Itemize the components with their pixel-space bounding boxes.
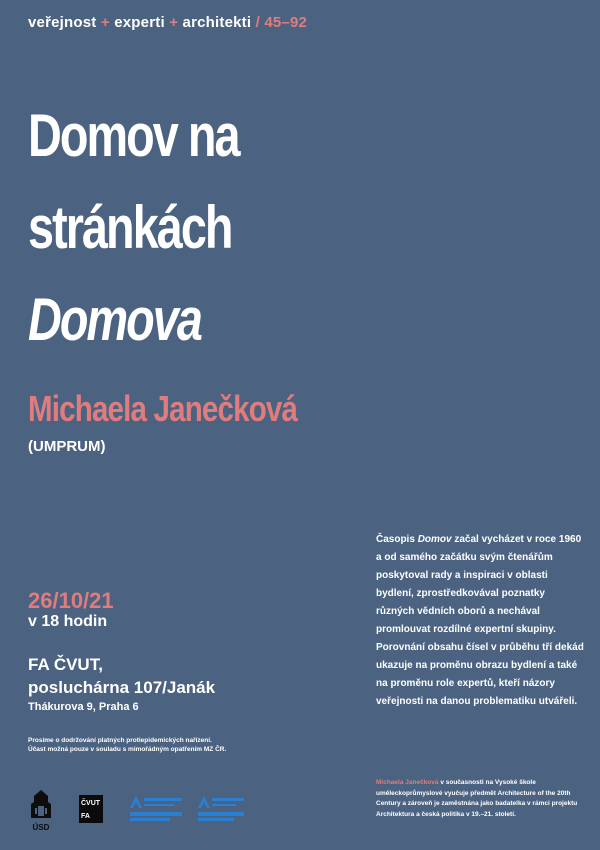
description-lead: Časopis xyxy=(376,534,415,545)
series-part-public: veřejnost xyxy=(28,14,97,31)
covid-notice xyxy=(28,736,308,754)
cvut-logo-line-2: FA xyxy=(81,813,90,820)
bio-text: v současnosti na Vysoké škole uměleckoprůmyslové vyučuje předmět Architecture of the 20th Century a zároveň je zaměstnána jako badatelka v rámci projektu Architektura a česká politika v 19.–21. století. xyxy=(376,779,578,818)
series-years: 45–92 xyxy=(264,14,308,31)
venue-room: posluchárna 107/Janák xyxy=(28,678,216,697)
author-affiliation: (UMPRUM) xyxy=(28,438,106,455)
title-line-3: Domova xyxy=(28,286,201,353)
poster-title xyxy=(28,90,239,366)
description-magazine: Domov xyxy=(417,534,452,545)
usd-logo-text: ÚSD xyxy=(32,823,50,832)
usd-logo xyxy=(28,788,54,832)
plus-sign: + xyxy=(169,14,179,31)
cvut-logo-line-1: ČVUT xyxy=(81,800,101,807)
series-part-experts: experti xyxy=(114,14,165,31)
title-line-2: stránkách xyxy=(28,194,232,261)
architecture-project-logo xyxy=(128,794,188,824)
series-part-architects: architekti xyxy=(182,14,252,31)
series-header xyxy=(28,14,307,31)
notice-line-2: Účast možná pouze v souladu s mimořádným opatřením MZ ČR. xyxy=(28,746,227,753)
notice-line-1: Prosíme o dodržování platných protiepidemických nařízení. xyxy=(28,737,212,744)
cvut-fa-logo xyxy=(79,795,103,823)
event-time: v 18 hodin xyxy=(28,613,108,630)
description-body: začal vycházet v roce 1960 a od samého začátku svým čtenářům poskytoval rady a inspiraci v oblasti bydlení, zprostředkovával poznatky různých vědních oborů a nechával promlouvat rozdílné expertní skupiny. Porovnání obsahu čísel v průběhu tří dekád ukazuje na proměnu obrazu bydlení a také na proměnu role expertů, kteří názory veřejnosti na danou problematiku utvářeli. xyxy=(376,534,584,707)
lecture-description xyxy=(376,531,586,711)
bio-name: Michaela Janečková xyxy=(376,779,439,786)
architecture-politics-logo xyxy=(196,794,256,824)
plus-sign: + xyxy=(100,14,110,31)
event-date: 26/10/21 xyxy=(28,588,114,613)
title-line-1: Domov na xyxy=(28,102,239,169)
venue-address: Thákurova 9, Praha 6 xyxy=(28,701,139,713)
author-bio xyxy=(376,778,588,820)
venue-name: FA ČVUT, xyxy=(28,655,103,674)
partner-logos xyxy=(28,788,358,838)
author-name: Michaela Janečková xyxy=(28,388,298,429)
series-slash: / xyxy=(255,14,260,31)
